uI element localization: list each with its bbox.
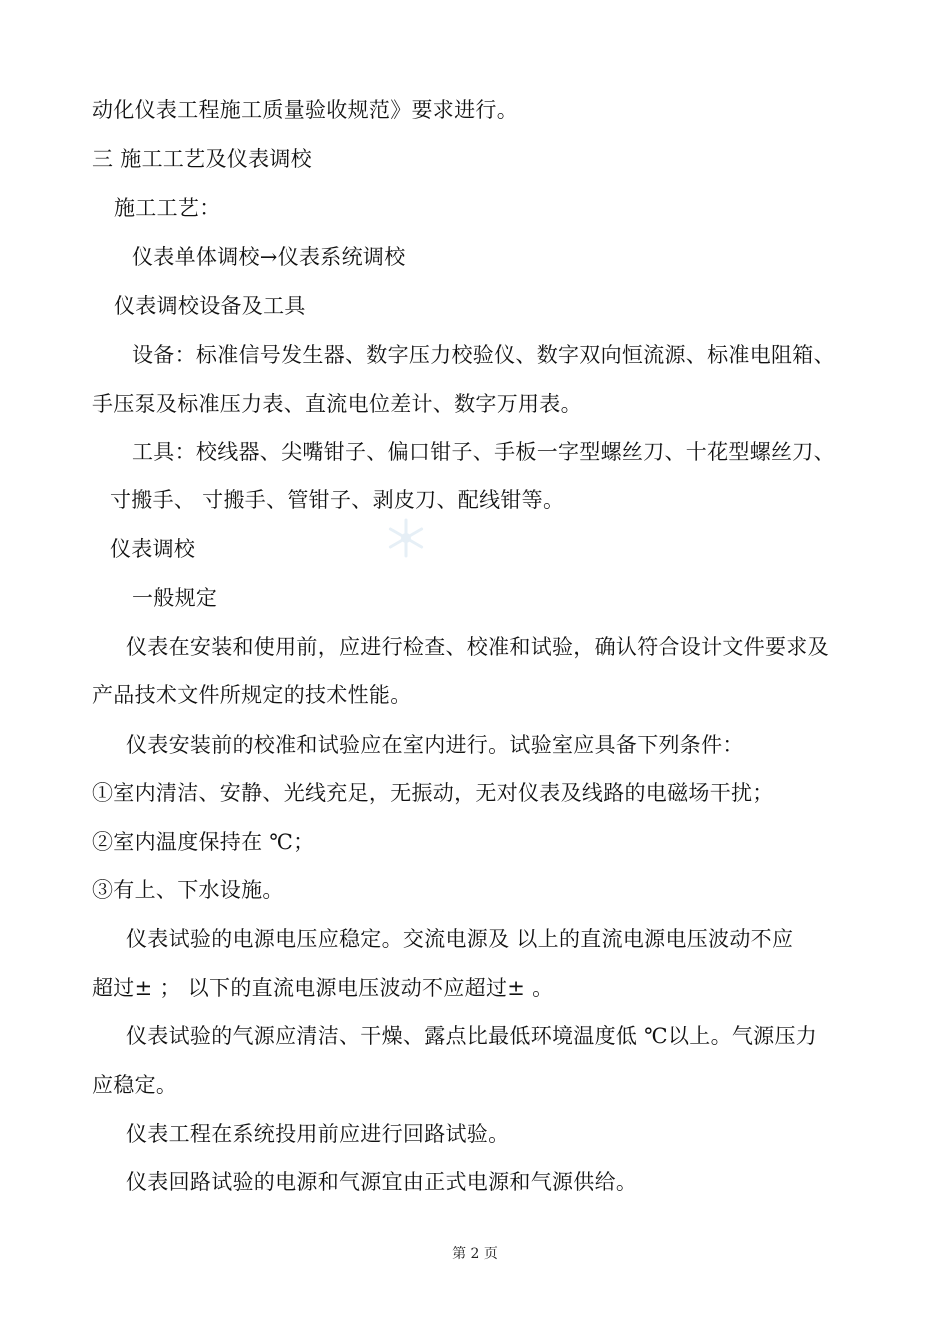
text-line: 寸搬手、 寸搬手、管钳子、剥皮刀、配线钳等。 xyxy=(110,488,565,512)
subheading: 一般规定 xyxy=(132,586,218,610)
list-item: ②室内温度保持在 ℃； xyxy=(92,830,315,854)
text-line: 仪表试验的电源电压应稳定。交流电源及 以上的直流电源电压波动不应 xyxy=(126,927,794,951)
text-line: 超过± ； 以下的直流电源电压波动不应超过± 。 xyxy=(92,976,554,1000)
subheading: 仪表调校设备及工具 xyxy=(114,294,306,318)
text-line: 仪表工程在系统投用前应进行回路试验。 xyxy=(126,1122,510,1146)
snowflake-icon xyxy=(384,516,428,560)
text-line: 工具：校线器、尖嘴钳子、偏口钳子、手板一字型螺丝刀、十花型螺丝刀、 xyxy=(132,440,835,464)
text-line: 产品技术文件所规定的技术性能。 xyxy=(92,683,412,707)
text-line: 仪表在安装和使用前，应进行检查、校准和试验，确认符合设计文件要求及 xyxy=(126,635,829,659)
text-line: 应稳定。 xyxy=(92,1073,178,1097)
text-line: 仪表单体调校→仪表系统调校 xyxy=(132,245,406,269)
text-line: 仪表安装前的校准和试验应在室内进行。试验室应具备下列条件： xyxy=(126,733,744,757)
list-item: ③有上、下水设施。 xyxy=(92,878,284,902)
text-line: 手压泵及标准压力表、直流电位差计、数字万用表。 xyxy=(92,392,582,416)
page-footer: 第 2 页 xyxy=(452,1246,498,1262)
subheading: 仪表调校 xyxy=(110,537,196,561)
section-heading: 三 施工工艺及仪表调校 xyxy=(92,147,312,171)
list-item: ①室内清洁、安静、光线充足，无振动，无对仪表及线路的电磁场干扰； xyxy=(92,781,774,805)
text-line: 设备：标准信号发生器、数字压力校验仪、数字双向恒流源、标准电阻箱、 xyxy=(132,343,835,367)
subheading: 施工工艺： xyxy=(114,196,221,220)
text-line: 仪表回路试验的电源和气源宜由正式电源和气源供给。 xyxy=(126,1170,638,1194)
text-line: 仪表试验的气源应清洁、干燥、露点比最低环境温度低 ℃以上。气源压力 xyxy=(126,1024,818,1048)
text-line: 动化仪表工程施工质量验收规范》要求进行。 xyxy=(92,98,518,122)
